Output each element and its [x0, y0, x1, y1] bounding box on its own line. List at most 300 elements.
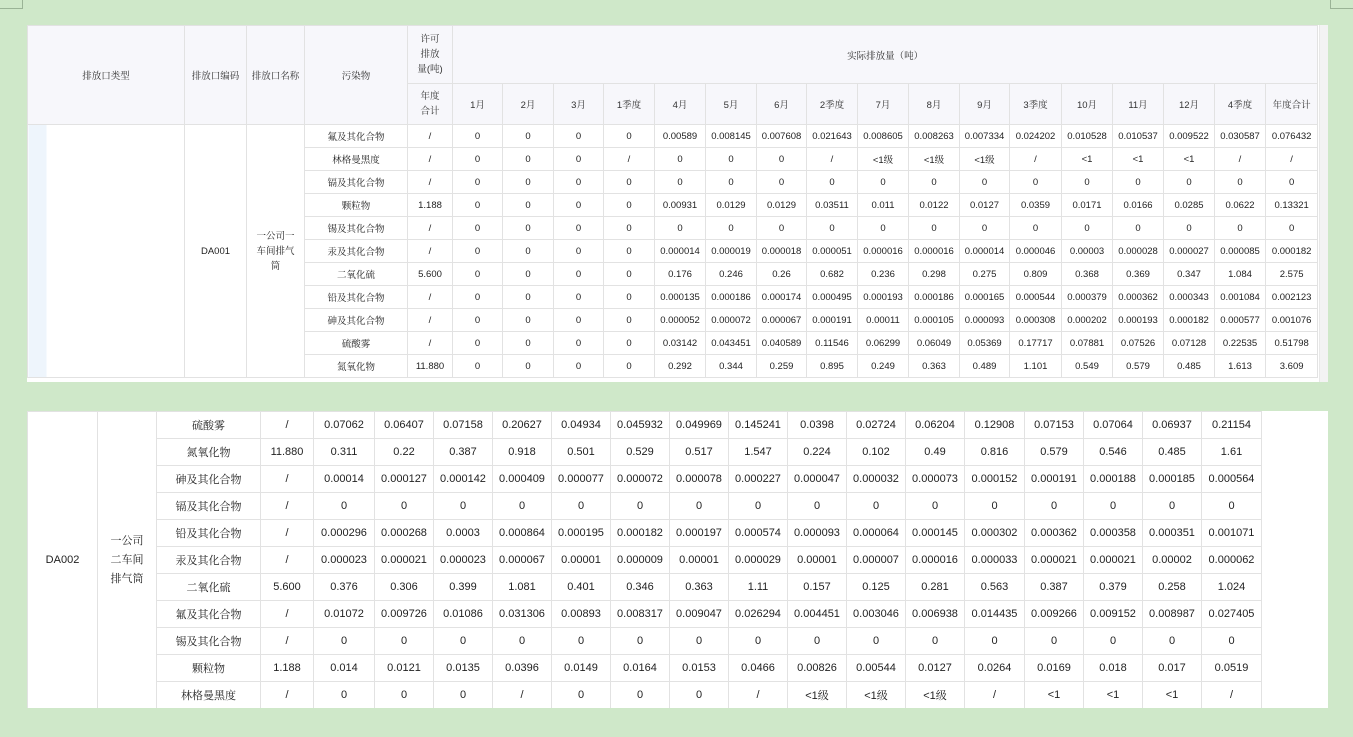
permit-cell: /: [408, 309, 453, 332]
value-cell: 0: [493, 493, 552, 520]
value-cell: 0.007334: [960, 125, 1010, 148]
value-cell: 0.485: [1143, 439, 1202, 466]
value-cell: 0.000105: [909, 309, 960, 332]
permit-cell: 1.188: [261, 655, 314, 682]
value-cell: 0.000182: [1266, 240, 1318, 263]
value-cell: 0: [604, 194, 655, 217]
pollutant-cell: 颗粒物: [157, 655, 261, 682]
permit-cell: /: [261, 601, 314, 628]
value-cell: 0: [807, 217, 858, 240]
header-period: 2季度: [807, 84, 858, 125]
value-cell: 0.0169: [1025, 655, 1084, 682]
permit-cell: /: [261, 628, 314, 655]
value-cell: 0.501: [552, 439, 611, 466]
value-cell: 0.000016: [858, 240, 909, 263]
value-cell: 0.03142: [655, 332, 706, 355]
value-cell: 0: [807, 171, 858, 194]
value-cell: /: [807, 148, 858, 171]
value-cell: 0: [706, 171, 757, 194]
value-cell: 0: [1113, 171, 1164, 194]
value-cell: 1.081: [493, 574, 552, 601]
permit-cell: 11.880: [408, 355, 453, 378]
value-cell: 0: [604, 263, 655, 286]
value-cell: 1.11: [729, 574, 788, 601]
page-corner-mark-left: [0, 0, 23, 9]
table-row: [28, 412, 1262, 439]
value-cell: 0.000077: [552, 466, 611, 493]
value-cell: 0.000193: [858, 286, 909, 309]
table-row: [28, 466, 1262, 493]
value-cell: 0.07881: [1062, 332, 1113, 355]
header-period: 4月: [655, 84, 706, 125]
permit-cell: /: [408, 148, 453, 171]
value-cell: 0: [858, 171, 909, 194]
value-cell: 0.399: [434, 574, 493, 601]
value-cell: 0.000021: [1025, 547, 1084, 574]
value-cell: 0.000028: [1113, 240, 1164, 263]
value-cell: 0.000135: [655, 286, 706, 309]
value-cell: 0.008145: [706, 125, 757, 148]
value-cell: 0.010537: [1113, 125, 1164, 148]
value-cell: 0.018: [1084, 655, 1143, 682]
value-cell: 0.00002: [1143, 547, 1202, 574]
value-cell: 0.000072: [706, 309, 757, 332]
value-cell: 0.0149: [552, 655, 611, 682]
value-cell: 0: [1266, 217, 1318, 240]
value-cell: <1: [1143, 682, 1202, 709]
value-cell: 0.01086: [434, 601, 493, 628]
permit-cell: /: [408, 125, 453, 148]
value-cell: 0.0398: [788, 412, 847, 439]
value-cell: 0.000027: [1164, 240, 1215, 263]
value-cell: 0: [453, 263, 503, 286]
value-cell: 0.549: [1062, 355, 1113, 378]
value-cell: 1.61: [1202, 439, 1262, 466]
value-cell: <1: [1084, 682, 1143, 709]
header-period: 3季度: [1010, 84, 1062, 125]
value-cell: 0.000021: [375, 547, 434, 574]
value-cell: 0.04934: [552, 412, 611, 439]
value-cell: 0: [554, 125, 604, 148]
value-cell: 0.000495: [807, 286, 858, 309]
value-cell: /: [1266, 148, 1318, 171]
value-cell: 0.347: [1164, 263, 1215, 286]
value-cell: 0.07128: [1164, 332, 1215, 355]
value-cell: 0.145241: [729, 412, 788, 439]
value-cell: 0: [1266, 171, 1318, 194]
value-cell: 0.000185: [1143, 466, 1202, 493]
value-cell: 0.00011: [858, 309, 909, 332]
value-cell: <1级: [960, 148, 1010, 171]
pollutant-cell: 氟及其化合物: [157, 601, 261, 628]
value-cell: 0: [554, 171, 604, 194]
value-cell: 0.000227: [729, 466, 788, 493]
value-cell: 0: [604, 125, 655, 148]
value-cell: 0.003046: [847, 601, 906, 628]
value-cell: 0.009726: [375, 601, 434, 628]
value-cell: 0.0153: [670, 655, 729, 682]
value-cell: 0.009266: [1025, 601, 1084, 628]
value-cell: 0.06937: [1143, 412, 1202, 439]
value-cell: 0: [670, 628, 729, 655]
value-cell: 0.246: [706, 263, 757, 286]
value-cell: 0.001071: [1202, 520, 1262, 547]
header-period: 3月: [554, 84, 604, 125]
value-cell: 1.101: [1010, 355, 1062, 378]
permit-cell: 5.600: [261, 574, 314, 601]
value-cell: 0: [611, 682, 670, 709]
pollutant-cell: 氮氧化物: [157, 439, 261, 466]
value-cell: /: [965, 682, 1025, 709]
header-period: 年度合计: [1266, 84, 1318, 125]
value-cell: 0.045932: [611, 412, 670, 439]
value-cell: 0.102: [847, 439, 906, 466]
value-cell: 0.026294: [729, 601, 788, 628]
value-cell: 0.682: [807, 263, 858, 286]
emissions-table-2: [27, 411, 1262, 708]
value-cell: 0.311: [314, 439, 375, 466]
value-cell: 0.000202: [1062, 309, 1113, 332]
value-cell: 0.000182: [611, 520, 670, 547]
header-period: 7月: [858, 84, 909, 125]
value-cell: 0.489: [960, 355, 1010, 378]
header-period: 6月: [757, 84, 807, 125]
header-outlet-type: 排放口类型: [28, 26, 185, 125]
value-cell: 0.000577: [1215, 309, 1266, 332]
value-cell: 0.000064: [847, 520, 906, 547]
value-cell: 0: [858, 217, 909, 240]
value-cell: 0.000052: [655, 309, 706, 332]
value-cell: 0: [552, 628, 611, 655]
table-row: [28, 601, 1262, 628]
pollutant-cell: 锡及其化合物: [305, 217, 408, 240]
value-cell: 0.001084: [1215, 286, 1266, 309]
value-cell: 0.07526: [1113, 332, 1164, 355]
value-cell: <1级: [858, 148, 909, 171]
value-cell: 0: [906, 628, 965, 655]
value-cell: 0: [503, 355, 554, 378]
value-cell: 0.000016: [906, 547, 965, 574]
value-cell: 0.000078: [670, 466, 729, 493]
value-cell: 0.000358: [1084, 520, 1143, 547]
value-cell: 0.000023: [434, 547, 493, 574]
header-period: 8月: [909, 84, 960, 125]
value-cell: 0: [554, 148, 604, 171]
value-cell: 0.125: [847, 574, 906, 601]
pollutant-cell: 砷及其化合物: [157, 466, 261, 493]
header-period: 1月: [453, 84, 503, 125]
value-cell: 0: [604, 171, 655, 194]
value-cell: /: [729, 682, 788, 709]
value-cell: 1.024: [1202, 574, 1262, 601]
value-cell: 0: [1025, 493, 1084, 520]
value-cell: 0: [453, 240, 503, 263]
value-cell: 0.06299: [858, 332, 909, 355]
permit-cell: /: [261, 493, 314, 520]
table-row: [28, 574, 1262, 601]
header-actual: 实际排放量（吨）: [453, 26, 1318, 84]
value-cell: 0: [729, 493, 788, 520]
value-cell: 0.000152: [965, 466, 1025, 493]
value-cell: 0.401: [552, 574, 611, 601]
value-cell: 0.009152: [1084, 601, 1143, 628]
table-row: [28, 439, 1262, 466]
value-cell: 0.000165: [960, 286, 1010, 309]
value-cell: 0.0466: [729, 655, 788, 682]
value-cell: 0: [453, 217, 503, 240]
value-cell: 0.259: [757, 355, 807, 378]
table-scroll-rail[interactable]: [1319, 25, 1328, 382]
value-cell: 0.07158: [434, 412, 493, 439]
value-cell: 0: [847, 628, 906, 655]
value-cell: 0: [1164, 171, 1215, 194]
value-cell: 0.008263: [909, 125, 960, 148]
value-cell: 0: [906, 493, 965, 520]
value-cell: 0: [554, 240, 604, 263]
value-cell: 0.00931: [655, 194, 706, 217]
value-cell: 0.024202: [1010, 125, 1062, 148]
value-cell: 0: [1215, 217, 1266, 240]
value-cell: 0: [611, 628, 670, 655]
value-cell: 0.000051: [807, 240, 858, 263]
value-cell: 0.157: [788, 574, 847, 601]
header-permit: 许可排放量(吨): [408, 26, 453, 84]
permit-cell: /: [261, 412, 314, 439]
outlet-code-cell: DA002: [28, 412, 98, 709]
value-cell: <1: [1025, 682, 1084, 709]
pollutant-cell: 颗粒物: [305, 194, 408, 217]
value-cell: 0.001076: [1266, 309, 1318, 332]
value-cell: 0.010528: [1062, 125, 1113, 148]
value-cell: 0.000191: [807, 309, 858, 332]
value-cell: 0: [960, 217, 1010, 240]
value-cell: 0: [604, 332, 655, 355]
value-cell: 0.236: [858, 263, 909, 286]
value-cell: 0: [375, 493, 434, 520]
value-cell: 0.000362: [1025, 520, 1084, 547]
value-cell: 0.000093: [788, 520, 847, 547]
value-cell: 0.000193: [1113, 309, 1164, 332]
value-cell: 0: [604, 217, 655, 240]
value-cell: 0.000016: [909, 240, 960, 263]
header-period: 11月: [1113, 84, 1164, 125]
value-cell: 0.07062: [314, 412, 375, 439]
value-cell: 0.000302: [965, 520, 1025, 547]
value-cell: 0.000014: [655, 240, 706, 263]
value-cell: 0.000564: [1202, 466, 1262, 493]
value-cell: 0.000019: [706, 240, 757, 263]
value-cell: 0.12908: [965, 412, 1025, 439]
value-cell: 0.027405: [1202, 601, 1262, 628]
value-cell: 0: [434, 628, 493, 655]
value-cell: 0.000186: [706, 286, 757, 309]
value-cell: 0.000362: [1113, 286, 1164, 309]
value-cell: 0.000072: [611, 466, 670, 493]
value-cell: 0: [788, 493, 847, 520]
value-cell: 0.000018: [757, 240, 807, 263]
value-cell: 0: [1143, 493, 1202, 520]
value-cell: 0.0135: [434, 655, 493, 682]
value-cell: 0.000544: [1010, 286, 1062, 309]
value-cell: 0.021643: [807, 125, 858, 148]
value-cell: 0.281: [906, 574, 965, 601]
permit-cell: 1.188: [408, 194, 453, 217]
value-cell: 0: [1143, 628, 1202, 655]
value-cell: <1: [1113, 148, 1164, 171]
value-cell: 0.51798: [1266, 332, 1318, 355]
value-cell: 0: [503, 263, 554, 286]
value-cell: 0: [1062, 171, 1113, 194]
value-cell: 0: [503, 309, 554, 332]
table-row: [28, 493, 1262, 520]
value-cell: 0.000007: [847, 547, 906, 574]
value-cell: 0.000021: [1084, 547, 1143, 574]
value-cell: 0.306: [375, 574, 434, 601]
value-cell: 0.000062: [1202, 547, 1262, 574]
value-cell: 0: [1062, 217, 1113, 240]
value-cell: 0.000033: [965, 547, 1025, 574]
value-cell: 0.000191: [1025, 466, 1084, 493]
value-cell: 0.000864: [493, 520, 552, 547]
value-cell: 0.000296: [314, 520, 375, 547]
value-cell: 0.00001: [552, 547, 611, 574]
value-cell: 0.249: [858, 355, 909, 378]
pollutant-cell: 二氧化硫: [157, 574, 261, 601]
value-cell: 0: [493, 628, 552, 655]
value-cell: 0: [375, 682, 434, 709]
header-period: 12月: [1164, 84, 1215, 125]
value-cell: 0: [552, 682, 611, 709]
value-cell: 0.000197: [670, 520, 729, 547]
value-cell: 0.11546: [807, 332, 858, 355]
value-cell: <1级: [906, 682, 965, 709]
value-cell: 0.031306: [493, 601, 552, 628]
value-cell: 0: [503, 217, 554, 240]
table-row: [28, 547, 1262, 574]
value-cell: /: [1215, 148, 1266, 171]
value-cell: 0: [554, 332, 604, 355]
value-cell: 0: [453, 125, 503, 148]
value-cell: 0: [503, 286, 554, 309]
pollutant-cell: 二氧化硫: [305, 263, 408, 286]
value-cell: 0.26: [757, 263, 807, 286]
value-cell: <1级: [788, 682, 847, 709]
pollutant-cell: 硫酸雾: [157, 412, 261, 439]
value-cell: 0.0127: [960, 194, 1010, 217]
value-cell: 0.816: [965, 439, 1025, 466]
value-cell: 0.000067: [757, 309, 807, 332]
value-cell: 0: [503, 171, 554, 194]
value-cell: 0: [965, 493, 1025, 520]
value-cell: 0.275: [960, 263, 1010, 286]
value-cell: 0.000046: [1010, 240, 1062, 263]
value-cell: 0.346: [611, 574, 670, 601]
value-cell: 0.008987: [1143, 601, 1202, 628]
value-cell: 0: [757, 148, 807, 171]
header-period: 5月: [706, 84, 757, 125]
header-permit-annual-total: 年度合计: [408, 84, 453, 125]
value-cell: 0: [960, 171, 1010, 194]
value-cell: 0: [314, 628, 375, 655]
value-cell: 0.00589: [655, 125, 706, 148]
value-cell: 0.298: [909, 263, 960, 286]
value-cell: 0.000009: [611, 547, 670, 574]
permit-cell: /: [261, 547, 314, 574]
value-cell: 0.918: [493, 439, 552, 466]
value-cell: 1.613: [1215, 355, 1266, 378]
pollutant-cell: 氟及其化合物: [305, 125, 408, 148]
value-cell: 0.0396: [493, 655, 552, 682]
pollutant-cell: 林格曼黑度: [305, 148, 408, 171]
value-cell: 0.00826: [788, 655, 847, 682]
value-cell: 0.000067: [493, 547, 552, 574]
value-cell: 0.0127: [906, 655, 965, 682]
table-row: [28, 628, 1262, 655]
value-cell: 0: [706, 148, 757, 171]
pollutant-cell: 汞及其化合物: [157, 547, 261, 574]
value-cell: 0.000351: [1143, 520, 1202, 547]
outlet-name-cell: 一公司一车间排气筒: [247, 125, 305, 378]
value-cell: 0.485: [1164, 355, 1215, 378]
value-cell: 0: [554, 286, 604, 309]
value-cell: 0: [1113, 217, 1164, 240]
pollutant-cell: 硫酸雾: [305, 332, 408, 355]
value-cell: <1级: [847, 682, 906, 709]
value-cell: 0.0164: [611, 655, 670, 682]
value-cell: 0: [611, 493, 670, 520]
value-cell: 0.07064: [1084, 412, 1143, 439]
pollutant-cell: 汞及其化合物: [305, 240, 408, 263]
pollutant-cell: 砷及其化合物: [305, 309, 408, 332]
value-cell: 0.895: [807, 355, 858, 378]
value-cell: 0.000188: [1084, 466, 1143, 493]
permit-cell: 11.880: [261, 439, 314, 466]
value-cell: 0.00003: [1062, 240, 1113, 263]
value-cell: 0.13321: [1266, 194, 1318, 217]
value-cell: 0.049969: [670, 412, 729, 439]
value-cell: 0.529: [611, 439, 670, 466]
value-cell: 0.000029: [729, 547, 788, 574]
value-cell: 0: [554, 309, 604, 332]
value-cell: 0.0519: [1202, 655, 1262, 682]
value-cell: 0: [554, 217, 604, 240]
value-cell: 0.014435: [965, 601, 1025, 628]
value-cell: 0: [909, 171, 960, 194]
value-cell: 0: [604, 309, 655, 332]
permit-cell: /: [408, 286, 453, 309]
value-cell: 0.20627: [493, 412, 552, 439]
value-cell: 0: [965, 628, 1025, 655]
value-cell: 0.011: [858, 194, 909, 217]
table-row: [28, 655, 1262, 682]
emissions-table-panel-1: [27, 25, 1328, 382]
value-cell: 0.376: [314, 574, 375, 601]
value-cell: 0.000127: [375, 466, 434, 493]
value-cell: 0.258: [1143, 574, 1202, 601]
value-cell: 0: [670, 493, 729, 520]
value-cell: 0.379: [1084, 574, 1143, 601]
value-cell: /: [604, 148, 655, 171]
value-cell: 0.368: [1062, 263, 1113, 286]
header-period: 10月: [1062, 84, 1113, 125]
value-cell: 0: [655, 217, 706, 240]
pollutant-cell: 铅及其化合物: [157, 520, 261, 547]
value-cell: 0.0166: [1113, 194, 1164, 217]
value-cell: 0: [1202, 628, 1262, 655]
value-cell: 0.00014: [314, 466, 375, 493]
value-cell: 0.363: [670, 574, 729, 601]
pollutant-cell: 锡及其化合物: [157, 628, 261, 655]
